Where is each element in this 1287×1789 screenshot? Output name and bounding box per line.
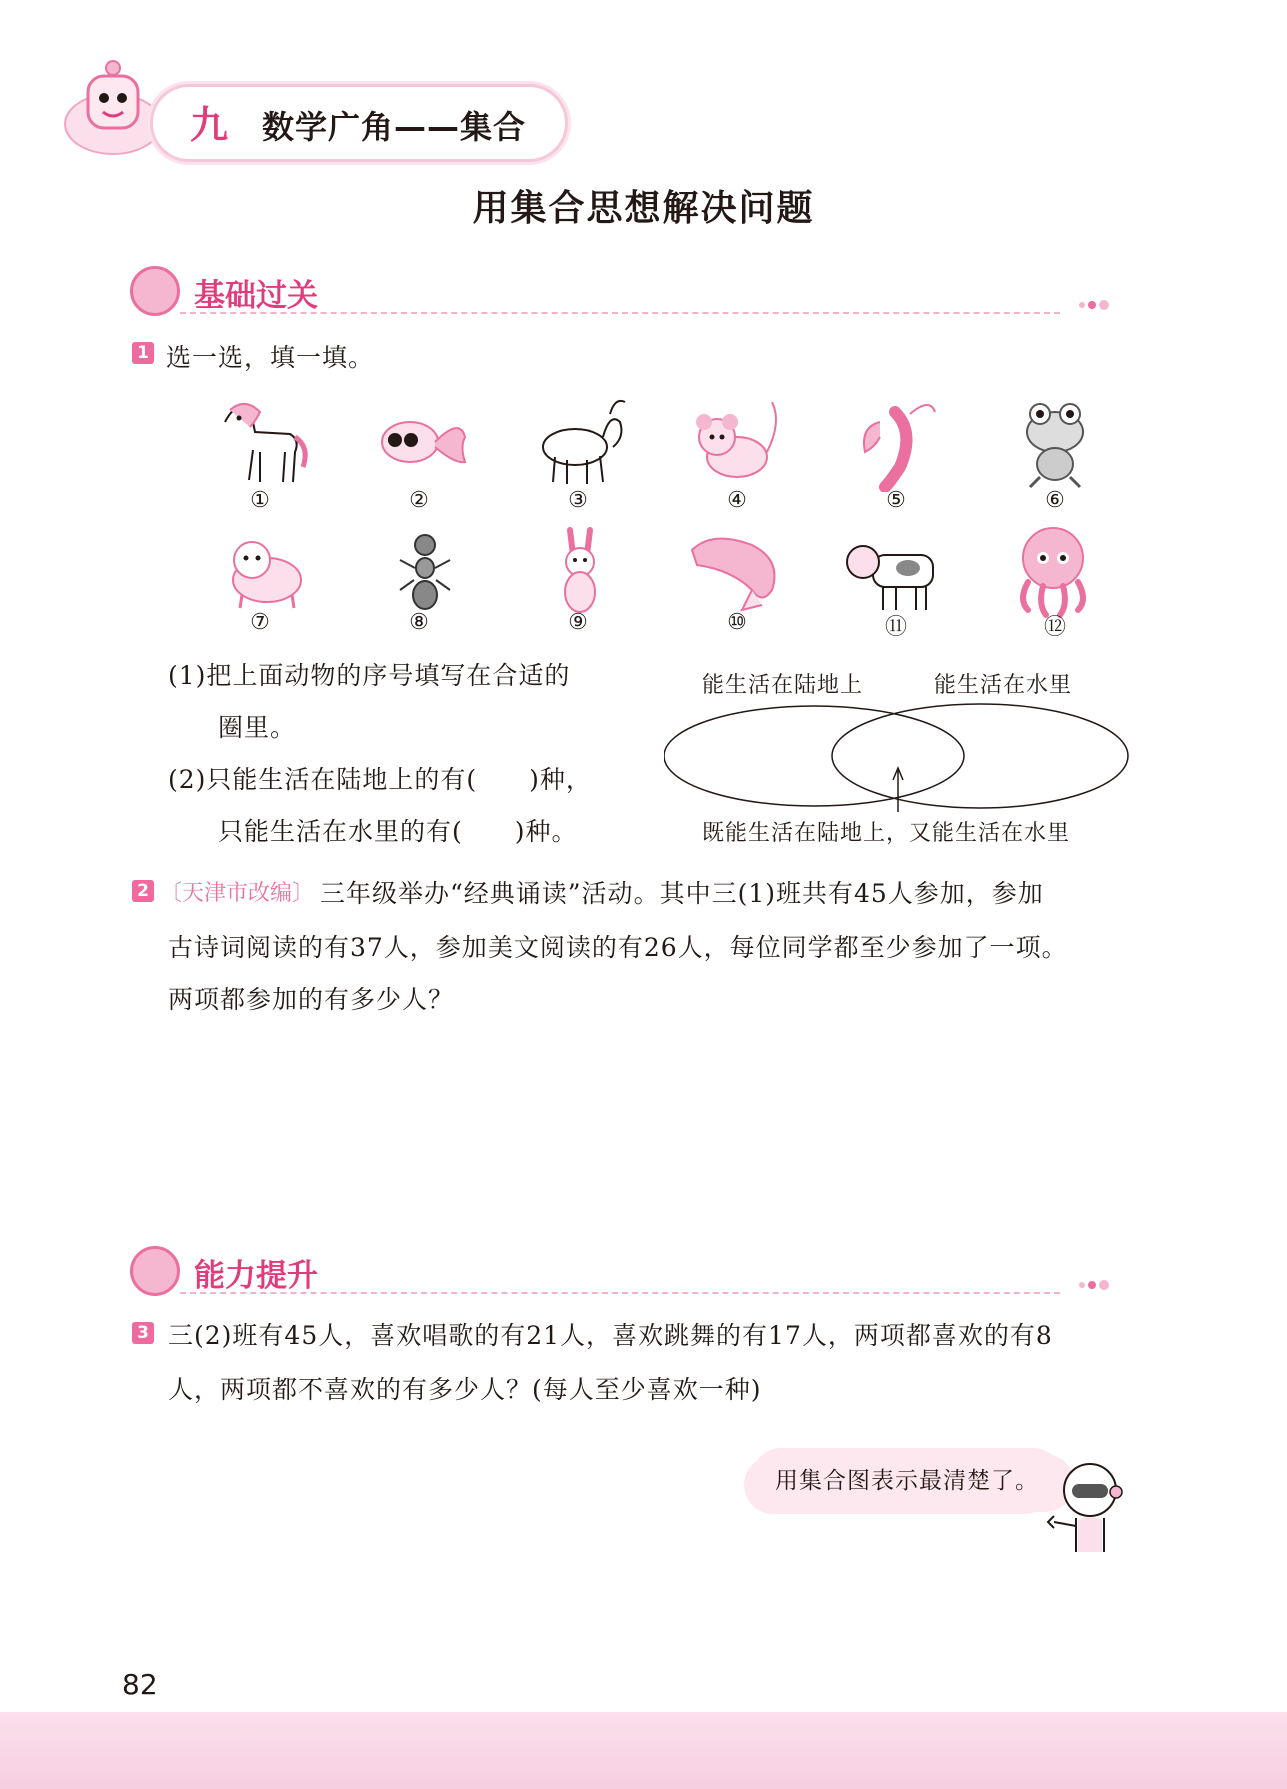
mouse-icon [682, 392, 792, 492]
section-divider [180, 1292, 1060, 1294]
robot-icon [1040, 1456, 1130, 1556]
section-divider [180, 312, 1060, 314]
decorative-dots-icon [1078, 298, 1112, 312]
animal-label: ⑩ [727, 610, 747, 635]
q3-line2: 人，两项都不喜欢的有多少人？(每人至少喜欢一种) [168, 1375, 762, 1404]
chapter-title: 数学广角——集合 [262, 108, 527, 146]
tip-text: 用集合图表示最清楚了。 [775, 1468, 1039, 1494]
animal-label: ⑪ [884, 615, 907, 640]
q1-part1-line1: (1)把上面动物的序号填写在合适的 [168, 661, 571, 690]
q1-part1-line2: 圈里。 [218, 713, 297, 742]
rabbit-icon [525, 520, 635, 620]
q2-line3: 两项都参加的有多少人？ [168, 985, 455, 1014]
animal-label: ⑨ [568, 610, 588, 635]
venn-water-circle [832, 704, 1128, 808]
question-number: 2 [132, 880, 154, 902]
section-advanced-title: 能力提升 [194, 1258, 318, 1294]
animal-label: ① [250, 488, 270, 513]
question-prompt: 选一选，填一填。 [166, 343, 375, 372]
animal-label: ⑫ [1043, 615, 1066, 640]
venn-right-label: 能生活在水里 [934, 673, 1073, 698]
animal-label: ⑧ [409, 610, 429, 635]
cow-icon [838, 520, 948, 620]
animal-label: ⑤ [886, 488, 906, 513]
section-basic-header [130, 266, 1120, 314]
decorative-dots-icon [1078, 1278, 1112, 1292]
venn-land-circle [664, 706, 964, 806]
animal-label: ② [409, 488, 429, 513]
q3-line1: 三(2)班有45人，喜欢唱歌的有21人，喜欢跳舞的有17人，两项都喜欢的有8 [168, 1321, 1053, 1350]
animal-label: ⑥ [1045, 488, 1065, 513]
venn-left-label: 能生活在陆地上 [702, 673, 864, 698]
chapter-number: 九 [190, 103, 229, 147]
section-basic-title: 基础过关 [194, 278, 318, 314]
q1-part2-line2: 只能生活在水里的有( )种。 [218, 817, 578, 846]
venn-diagram [664, 700, 1134, 820]
animal-label: ④ [727, 488, 747, 513]
page-number: 82 [122, 1668, 158, 1701]
goat-icon [525, 392, 635, 492]
horse-icon [205, 392, 315, 492]
venn-arrow [893, 768, 903, 812]
animal-label: ⑦ [250, 610, 270, 635]
ant-icon [370, 520, 480, 620]
animal-label: ③ [568, 488, 588, 513]
goldfish-icon [365, 392, 475, 492]
section-advanced-header [130, 1246, 1120, 1294]
footer-band [0, 1712, 1287, 1789]
student-icon [130, 266, 180, 316]
lesson-title: 用集合思想解决问题 [472, 188, 815, 229]
question-number: 1 [132, 342, 154, 364]
q1-part2-line1: (2)只能生活在陆地上的有( )种， [168, 765, 592, 794]
whale-icon [682, 520, 792, 620]
q2-line2: 古诗词阅读的有37人，参加美文阅读的有26人，每位同学都至少参加了一项。 [168, 933, 1068, 962]
source-tag: 〔天津市改编〕 [160, 881, 315, 906]
octopus-icon [998, 520, 1108, 620]
dog-icon [212, 520, 322, 620]
question-number: 3 [132, 1322, 154, 1344]
lobster-icon [840, 392, 950, 492]
frog-icon [1000, 392, 1110, 492]
student-icon [130, 1246, 180, 1296]
q2-line1: 三年级举办“经典诵读”活动。其中三(1)班共有45人参加，参加 [320, 879, 1044, 908]
venn-intersection-label: 既能生活在陆地上，又能生活在水里 [702, 821, 1071, 846]
